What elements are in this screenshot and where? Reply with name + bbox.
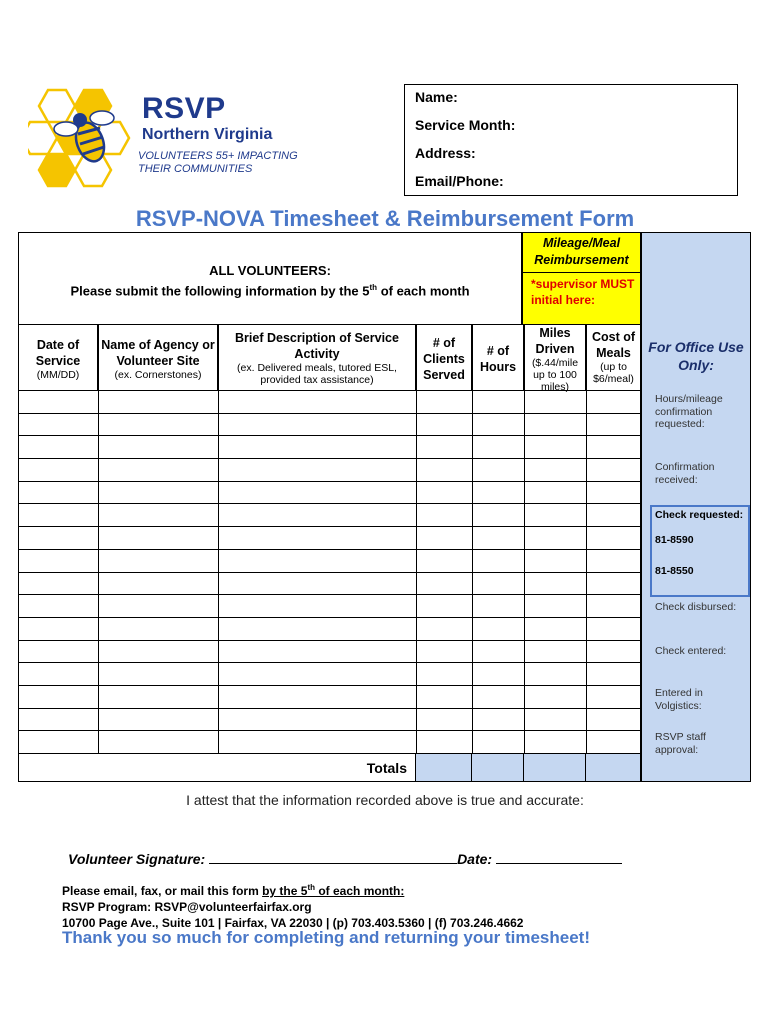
- entry-cell[interactable]: [416, 436, 472, 459]
- entry-cell[interactable]: [472, 663, 524, 686]
- entry-cell[interactable]: [524, 550, 586, 573]
- entry-cell[interactable]: [18, 573, 98, 596]
- entry-cell[interactable]: [218, 459, 416, 482]
- entry-cell[interactable]: [98, 663, 218, 686]
- entry-cell[interactable]: [586, 663, 641, 686]
- entry-cell[interactable]: [524, 504, 586, 527]
- entry-cell[interactable]: [586, 595, 641, 618]
- col-agency-header: Name of Agency or Volunteer Site (ex. Cornerstones): [98, 325, 218, 391]
- col-meals-header: Cost of Meals (up to $6/meal): [586, 325, 641, 391]
- entry-cell[interactable]: [586, 573, 641, 596]
- entry-cell[interactable]: [416, 527, 472, 550]
- footer-instruction: Please email, fax, or mail this form by the 5th of each month:: [62, 883, 405, 898]
- entry-cell[interactable]: [98, 641, 218, 664]
- thank-you-message: Thank you so much for completing and returning your timesheet!: [62, 928, 590, 947]
- entry-cell[interactable]: [472, 686, 524, 709]
- col-date-header: Date of Service (MM/DD): [18, 325, 98, 391]
- entry-cell[interactable]: [524, 641, 586, 664]
- col-miles-header: Miles Driven ($.44/mile up to 100 miles): [524, 325, 586, 391]
- entry-cell[interactable]: [416, 641, 472, 664]
- entry-cell[interactable]: [18, 641, 98, 664]
- entry-cell[interactable]: [218, 391, 416, 414]
- address-field[interactable]: Address:: [415, 145, 476, 161]
- entry-cell[interactable]: [524, 459, 586, 482]
- entry-cell[interactable]: [98, 504, 218, 527]
- timesheet-grid: [18, 391, 641, 754]
- entry-cell[interactable]: [18, 391, 98, 414]
- mileage-meal-header: Mileage/Meal Reimbursement: [522, 232, 641, 273]
- entry-cell[interactable]: [524, 686, 586, 709]
- entry-cell[interactable]: [472, 459, 524, 482]
- entry-cell[interactable]: [524, 618, 586, 641]
- entry-cell[interactable]: [98, 459, 218, 482]
- office-check-disbursed: Check disbursed:: [655, 601, 737, 613]
- date-label: Date:: [457, 851, 496, 867]
- col-hours-header: # of Hours: [472, 325, 524, 391]
- col-clients-header: # of Clients Served: [416, 325, 472, 391]
- entry-cell[interactable]: [18, 595, 98, 618]
- entry-cell[interactable]: [586, 686, 641, 709]
- entry-cell[interactable]: [416, 459, 472, 482]
- entry-cell[interactable]: [416, 709, 472, 732]
- entry-cell[interactable]: [472, 550, 524, 573]
- entry-cell[interactable]: [218, 686, 416, 709]
- entry-cell[interactable]: [586, 731, 641, 754]
- office-volgistics: Entered in Volgistics:: [655, 687, 703, 712]
- entry-cell[interactable]: [18, 686, 98, 709]
- instructions-header: [18, 232, 522, 325]
- entry-cell[interactable]: [218, 504, 416, 527]
- entry-cell[interactable]: [218, 482, 416, 505]
- footer-email: RSVP Program: RSVP@volunteerfairfax.org: [62, 900, 312, 914]
- entry-cell[interactable]: [98, 618, 218, 641]
- entry-cell[interactable]: [218, 414, 416, 437]
- totals-row: [18, 754, 641, 782]
- entry-cell[interactable]: [98, 573, 218, 596]
- volunteer-info-box: [404, 84, 738, 196]
- entry-cell[interactable]: [524, 595, 586, 618]
- entry-cell[interactable]: [586, 709, 641, 732]
- contact-footer: [62, 880, 523, 931]
- entry-cell[interactable]: [416, 663, 472, 686]
- entry-cell[interactable]: [472, 527, 524, 550]
- entry-cell[interactable]: [98, 414, 218, 437]
- entry-cell[interactable]: [586, 391, 641, 414]
- entry-cell[interactable]: [218, 663, 416, 686]
- entry-cell[interactable]: [98, 595, 218, 618]
- entry-cell[interactable]: [472, 414, 524, 437]
- office-code-2: 81-8550: [655, 565, 694, 577]
- entry-cell[interactable]: [98, 391, 218, 414]
- entry-cell[interactable]: [472, 618, 524, 641]
- total-clients-cell[interactable]: [416, 754, 472, 782]
- total-meals-cell[interactable]: [586, 754, 641, 782]
- entry-cell[interactable]: [218, 618, 416, 641]
- office-staff-approval: RSVP staff approval:: [655, 731, 706, 756]
- entry-cell[interactable]: [586, 504, 641, 527]
- logo-tagline-1: VOLUNTEERS 55+ IMPACTING: [138, 150, 298, 162]
- entry-cell[interactable]: [524, 573, 586, 596]
- submit-instruction: Please submit the following information by the 5th of each month: [70, 283, 470, 299]
- name-field[interactable]: Name:: [415, 89, 458, 105]
- entry-cell[interactable]: [416, 391, 472, 414]
- entry-cell[interactable]: [586, 459, 641, 482]
- entry-cell[interactable]: [18, 731, 98, 754]
- entry-cell[interactable]: [524, 709, 586, 732]
- entry-cell[interactable]: [98, 709, 218, 732]
- entry-cell[interactable]: [18, 504, 98, 527]
- office-hours-mileage: Hours/mileage confirmation requested:: [655, 393, 723, 430]
- office-confirmation: Confirmation received:: [655, 461, 715, 486]
- attestation-text: I attest that the information recorded above is true and accurate:: [186, 792, 584, 808]
- entry-cell[interactable]: [218, 527, 416, 550]
- entry-cell[interactable]: [218, 573, 416, 596]
- total-miles-cell[interactable]: [524, 754, 586, 782]
- entry-cell[interactable]: [416, 550, 472, 573]
- entry-cell[interactable]: [524, 527, 586, 550]
- entry-cell[interactable]: [472, 731, 524, 754]
- office-check-entered: Check entered:: [655, 645, 727, 657]
- logo-subtitle: Northern Virginia: [142, 126, 273, 143]
- entry-cell[interactable]: [18, 709, 98, 732]
- entry-cell[interactable]: [18, 482, 98, 505]
- entry-cell[interactable]: [416, 482, 472, 505]
- office-use-title: For Office Use Only:: [648, 339, 744, 373]
- volunteer-signature-label: Volunteer Signature:: [68, 851, 210, 867]
- logo-title: RSVP: [142, 92, 226, 125]
- entry-cell[interactable]: [524, 663, 586, 686]
- entry-cell[interactable]: [218, 641, 416, 664]
- entry-cell[interactable]: [586, 414, 641, 437]
- entry-cell[interactable]: [416, 573, 472, 596]
- logo-tagline-2: THEIR COMMUNITIES: [138, 163, 253, 175]
- date-field[interactable]: [496, 849, 622, 864]
- entry-cell[interactable]: [472, 641, 524, 664]
- entry-cell[interactable]: [218, 436, 416, 459]
- service-month-field[interactable]: Service Month:: [415, 117, 516, 133]
- entry-cell[interactable]: [18, 436, 98, 459]
- bee-honeycomb-icon: [28, 84, 140, 196]
- entry-cell[interactable]: [416, 731, 472, 754]
- entry-cell[interactable]: [524, 482, 586, 505]
- form-title: RSVP-NOVA Timesheet & Reimbursement Form: [135, 206, 635, 231]
- rsvp-logo: [28, 84, 318, 196]
- total-hours-cell[interactable]: [472, 754, 524, 782]
- entry-cell[interactable]: [472, 391, 524, 414]
- entry-cell[interactable]: [524, 414, 586, 437]
- office-code-1: 81-8590: [655, 534, 694, 546]
- all-volunteers-label: ALL VOLUNTEERS:: [209, 263, 331, 278]
- signature-line: [68, 849, 622, 867]
- entry-cell[interactable]: [218, 709, 416, 732]
- footer-address: 10700 Page Ave., Suite 101 | Fairfax, VA 22030 | (p) 703.403.5360 | (f) 703.246.4662: [62, 916, 524, 930]
- entry-cell[interactable]: [218, 731, 416, 754]
- entry-cell[interactable]: [98, 550, 218, 573]
- entry-cell[interactable]: [98, 436, 218, 459]
- entry-cell[interactable]: [524, 436, 586, 459]
- entry-cell[interactable]: [472, 573, 524, 596]
- entry-cell[interactable]: [18, 618, 98, 641]
- totals-label: Totals: [18, 754, 416, 782]
- entry-cell[interactable]: [472, 482, 524, 505]
- entry-cell[interactable]: [18, 663, 98, 686]
- entry-cell[interactable]: [472, 504, 524, 527]
- logo-tagline: [138, 150, 298, 176]
- entry-cell[interactable]: [416, 504, 472, 527]
- entry-cell[interactable]: [98, 527, 218, 550]
- entry-cell[interactable]: [586, 482, 641, 505]
- email-phone-field[interactable]: Email/Phone:: [415, 173, 504, 189]
- entry-cell[interactable]: [472, 436, 524, 459]
- entry-cell[interactable]: [416, 595, 472, 618]
- col-description-header: Brief Description of Service Activity (ex. Delivered meals, tutored ESL, provided tax assistance): [218, 325, 416, 391]
- entry-cell[interactable]: [18, 527, 98, 550]
- entry-cell[interactable]: [18, 414, 98, 437]
- entry-cell[interactable]: [98, 731, 218, 754]
- entry-cell[interactable]: [98, 686, 218, 709]
- entry-cell[interactable]: [586, 436, 641, 459]
- entry-cell[interactable]: [218, 550, 416, 573]
- entry-cell[interactable]: [524, 731, 586, 754]
- entry-cell[interactable]: [416, 618, 472, 641]
- entry-cell[interactable]: [586, 527, 641, 550]
- entry-cell[interactable]: [472, 595, 524, 618]
- entry-cell[interactable]: [416, 414, 472, 437]
- entry-cell[interactable]: [586, 618, 641, 641]
- entry-cell[interactable]: [524, 391, 586, 414]
- entry-cell[interactable]: [472, 709, 524, 732]
- volunteer-signature-field[interactable]: [209, 849, 457, 864]
- entry-cell[interactable]: [416, 686, 472, 709]
- entry-cell[interactable]: [586, 641, 641, 664]
- entry-cell[interactable]: [18, 459, 98, 482]
- office-check-requested: Check requested:: [655, 509, 744, 521]
- entry-cell[interactable]: [98, 482, 218, 505]
- supervisor-initial-box[interactable]: *supervisor MUST initial here:: [522, 273, 641, 325]
- entry-cell[interactable]: [18, 550, 98, 573]
- entry-cell[interactable]: [586, 550, 641, 573]
- entry-cell[interactable]: [218, 595, 416, 618]
